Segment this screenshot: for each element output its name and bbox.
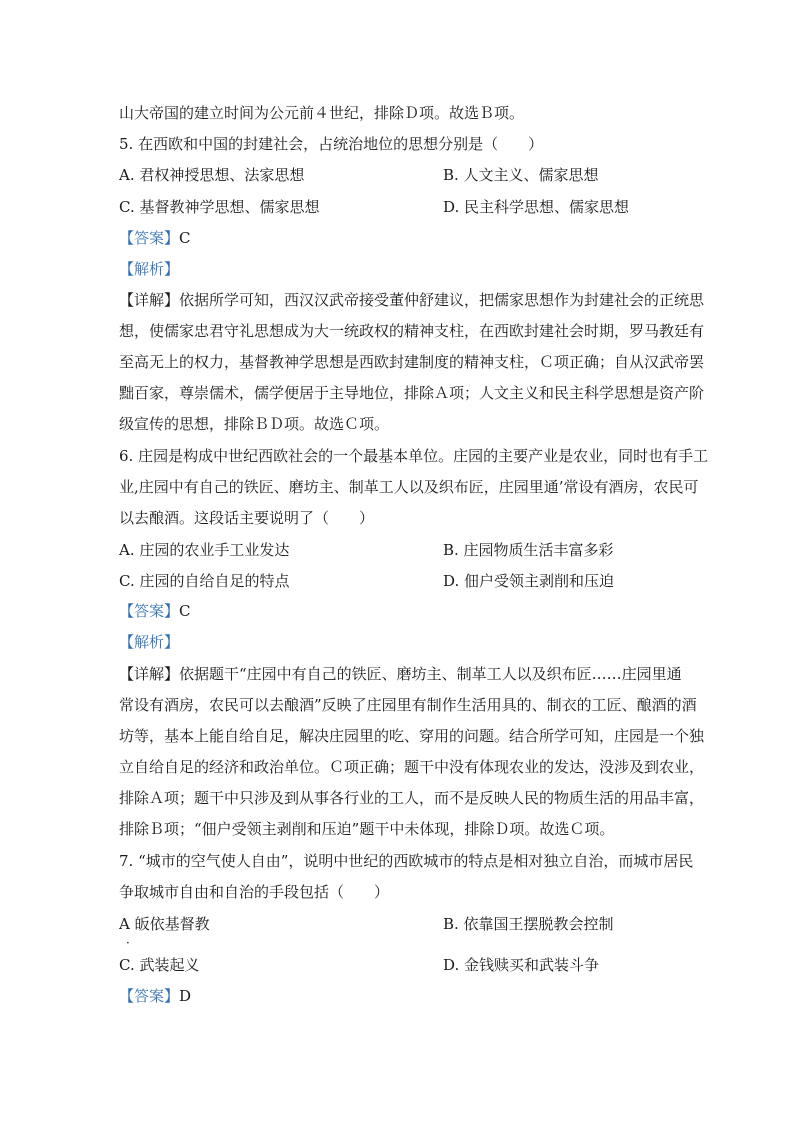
q7-answer-value: D (179, 987, 192, 1005)
q5-detail-line-2: 想，使儒家忠君守礼思想成为大一统政权的精神支柱，在西欧封建社会时期，罗马教廷有 (119, 322, 705, 340)
q5-detail-line-5: 级宣传的思想，排除ＢＤ项。故选Ｃ项。 (119, 415, 390, 433)
q6-detail-text-1: 依据题干“庄园中有自己的铁匠、磨坊主、制革工人以及织布匠……庄园里通 (179, 665, 682, 683)
q4-conclusion-line: 山大帝国的建立时间为公元前４世纪，排除Ｄ项。故选Ｂ项。 (119, 104, 525, 122)
q6-stem-line-2: 业,庄园中有自己的铁匠、磨坊主、制革工人以及织布匠，庄园里通’常设有酒房，农民可 (119, 478, 699, 496)
q5-detail-line-4: 黜百家，尊崇儒术，儒学便居于主导地位，排除Ａ项；人文主义和民主科学思想是资产阶 (119, 384, 705, 402)
q5-answer-line (119, 228, 191, 248)
q6-option-b: B. 庄园物质生活丰富多彩 (443, 541, 614, 559)
q6-stem-line-3: 以去酿酒。这段话主要说明了（ ） (119, 509, 375, 527)
answer-tag: 【答案】 (119, 229, 180, 247)
answer-tag: 【答案】 (119, 602, 180, 620)
detail-tag: 【详解】 (119, 665, 180, 683)
q6-detail-line-6: 排除Ｂ项；“佃户受领主剥削和压迫”题干中未体现，排除Ｄ项。故选Ｃ项。 (119, 820, 615, 838)
q5-answer-value: C (179, 229, 191, 247)
q6-detail-line-1 (119, 664, 682, 684)
q7-stem-line-2: 争取城市自由和自治的手段包括（ ） (119, 883, 390, 901)
q6-stem-line-1: 6. 庄园是构成中世纪西欧社会的一个最基本单位。庄园的主要产业是农业，同时也有手工 (119, 447, 709, 465)
q7-option-a: A 皈依基督教 (119, 915, 210, 933)
answer-tag: 【答案】 (119, 987, 180, 1005)
detail-tag: 【详解】 (119, 291, 180, 309)
q6-option-d: D. 佃户受领主剥削和压迫 (443, 572, 615, 590)
q7-option-c: C. 武装起义 (119, 956, 200, 974)
q5-stem: 5. 在西欧和中国的封建社会，占统治地位的思想分别是（ ） (119, 135, 544, 153)
q6-analysis-tag: 【解析】 (119, 633, 180, 651)
q6-detail-line-4: 立自给自足的经济和政治单位。Ｃ项正确；题干中没有体现农业的发达，没涉及到农业， (119, 758, 705, 776)
q7-option-b: B. 依靠国王摆脱教会控制 (443, 915, 614, 933)
q6-answer-value: C (179, 602, 191, 620)
q5-option-a: A. 君权神授思想、法家思想 (119, 166, 305, 184)
q6-detail-line-2: 常设有酒房，农民可以去酿酒”反映了庄园里有制作生活用具的、制衣的工匠、酿酒的酒 (119, 696, 697, 714)
q5-detail-line-3: 至高无上的权力，基督教神学思想是西欧封建制度的精神支柱，Ｃ项正确；自从汉武帝罢 (119, 353, 705, 371)
q5-option-c: C. 基督教神学思想、儒家思想 (119, 198, 320, 216)
q5-detail-line-1 (119, 290, 704, 310)
q7-stem-line-1: 7. “城市的空气使人自由”，说明中世纪的西欧城市的特点是相对独立自治，而城市居民 (119, 852, 694, 870)
q5-option-d: D. 民主科学思想、儒家思想 (443, 198, 630, 216)
q6-detail-line-3: 坊等，基本上能自给自足，解决庄园里的吃、穿用的问题。结合所学可知，庄园是一个独 (119, 727, 705, 745)
q7-dot-mark: · (126, 936, 130, 950)
q7-answer-line (119, 986, 191, 1006)
q5-detail-text-1: 依据所学可知，西汉汉武帝接受董仲舒建议，把儒家思想作为封建社会的正统思 (179, 291, 705, 309)
q6-detail-line-5: 排除Ａ项；题干中只涉及到从事各行业的工人，而不是反映人民的物质生活的用品丰富， (119, 789, 705, 807)
q6-option-a: A. 庄园的农业手工业发达 (119, 541, 290, 559)
q7-option-d: D. 金钱赎买和武装斗争 (443, 956, 600, 974)
q6-answer-line (119, 601, 191, 621)
q5-analysis-tag: 【解析】 (119, 260, 180, 278)
q5-option-b: B. 人文主义、儒家思想 (443, 166, 599, 184)
q6-option-c: C. 庄园的自给自足的特点 (119, 572, 290, 590)
